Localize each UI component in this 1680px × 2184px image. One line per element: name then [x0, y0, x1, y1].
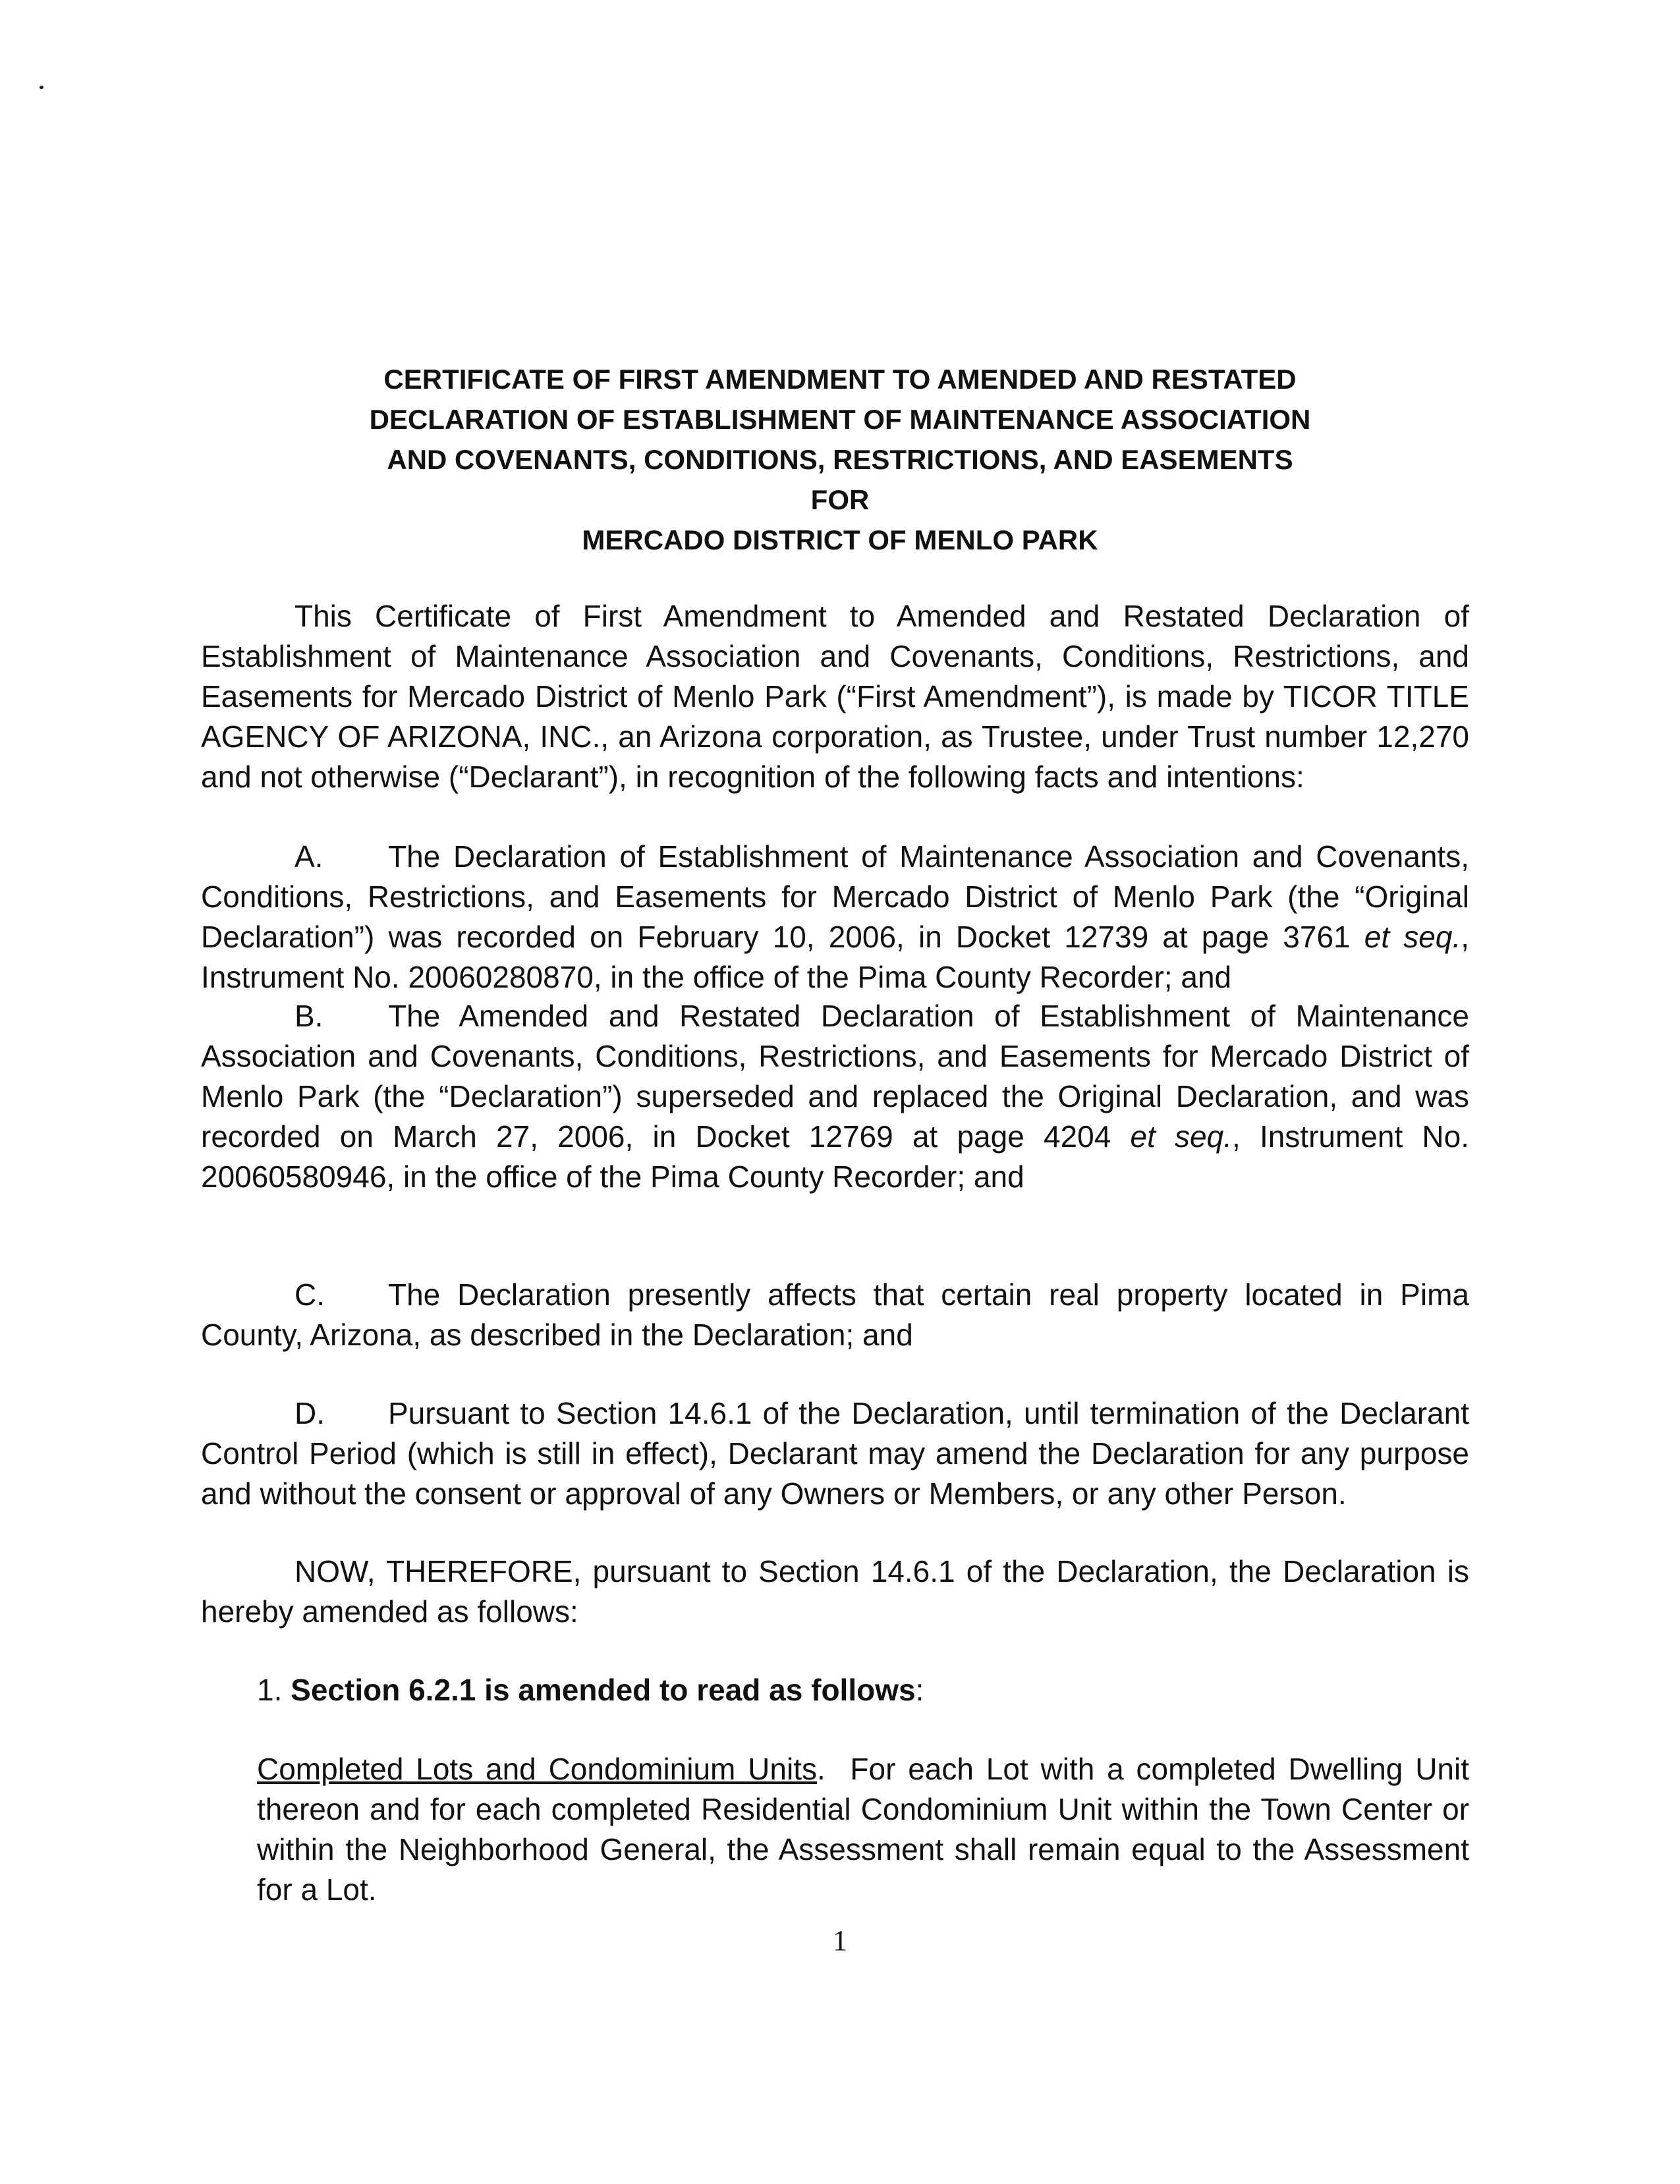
- page-number: 1: [833, 1924, 847, 1957]
- recital-d-text: Pursuant to Section 14.6.1 of the Declaration, until termination of the Declarant Control Period (which is still in effect), Declarant may amend the Declaration for any purpose and without the consent or approval of any Owners or Members, or any other Person.: [201, 1396, 1469, 1511]
- section-heading-colon: :: [915, 1673, 924, 1707]
- scan-speck: [40, 86, 43, 89]
- recital-c-text: The Declaration presently affects that certain real property located in Pima County, Arizona, as described in the Declaration; and: [201, 1277, 1469, 1352]
- recital-d: [201, 1393, 1469, 1514]
- title-line-1: CERTIFICATE OF FIRST AMENDMENT TO AMENDED AND RESTATED: [383, 364, 1297, 395]
- title-line-3: AND COVENANTS, CONDITIONS, RESTRICTIONS, AND EASEMENTS: [387, 444, 1293, 475]
- recital-c: [201, 1275, 1469, 1355]
- title-line-5: MERCADO DISTRICT OF MENLO PARK: [582, 524, 1098, 555]
- title-line-2: DECLARATION OF ESTABLISHMENT OF MAINTENANCE ASSOCIATION: [369, 404, 1311, 435]
- section-body-text: For each Lot with a completed Dwelling Unit thereon and for each completed Residential Condominium Unit within the Town Center or within the Neighborhood General, the Assessment shall remain equal to the Assessment for a Lot.: [257, 1752, 1470, 1907]
- section-number: 1.: [257, 1673, 283, 1707]
- recital-b-letter: B.: [294, 999, 323, 1033]
- recital-b: [201, 996, 1469, 1197]
- section-subtitle-punct: .: [816, 1752, 826, 1786]
- recital-d-letter: D.: [294, 1396, 325, 1430]
- section-subtitle: Completed Lots and Condominium Units: [257, 1752, 817, 1786]
- document-title: [198, 359, 1482, 560]
- section-heading-text: Section 6.2.1 is amended to read as follows: [291, 1673, 916, 1707]
- section-heading: [257, 1670, 1469, 1710]
- recital-a-text-after: , Instrument No. 20060280870, in the office of the Pima County Recorder; and: [201, 920, 1470, 994]
- intro-paragraph: This Certificate of First Amendment to Amended and Restated Declaration of Establishment of Maintenance Association and Covenants, Conditions, Restrictions, and Easements for Mercado District of Menlo Park (“First Amendment”), is made by TICOR TITLE AGENCY OF ARIZONA, INC., an Arizona corporation, as Trustee, under Trust number 12,270 and not otherwise (“Declarant”), in recognition of the following facts and intentions:: [201, 599, 1469, 794]
- now-therefore-paragraph: NOW, THEREFORE, pursuant to Section 14.6.1 of the Declaration, the Declaration is hereby amended as follows:: [201, 1554, 1469, 1629]
- recital-b-text: The Amended and Restated Declaration of Establishment of Maintenance Association and Covenants, Conditions, Restrictions, and Easements for Mercado District of Menlo Park (the “Declaration”) superseded and replaced the Original Declaration, and was recorded on March 27, 2006, in Docket 12769 at page 4204: [201, 999, 1469, 1154]
- section-body: [257, 1749, 1469, 1910]
- recital-a-letter: A.: [294, 839, 323, 874]
- recital-b-text-after: , Instrument No. 20060580946, in the office of the Pima County Recorder; and: [201, 1119, 1470, 1194]
- recital-a: [201, 837, 1469, 997]
- recital-a-text: The Declaration of Establishment of Maintenance Association and Covenants, Conditions, Restrictions, and Easements for Mercado District of Menlo Park (the “Original Declaration”) was recorded on February 10, 2006, in Docket 12739 at page 3761: [201, 839, 1469, 954]
- recital-c-letter: C.: [294, 1277, 325, 1312]
- title-line-4: FOR: [810, 484, 870, 515]
- recital-a-italic: et seq.: [1364, 920, 1461, 954]
- recital-b-italic: et seq.: [1130, 1119, 1232, 1154]
